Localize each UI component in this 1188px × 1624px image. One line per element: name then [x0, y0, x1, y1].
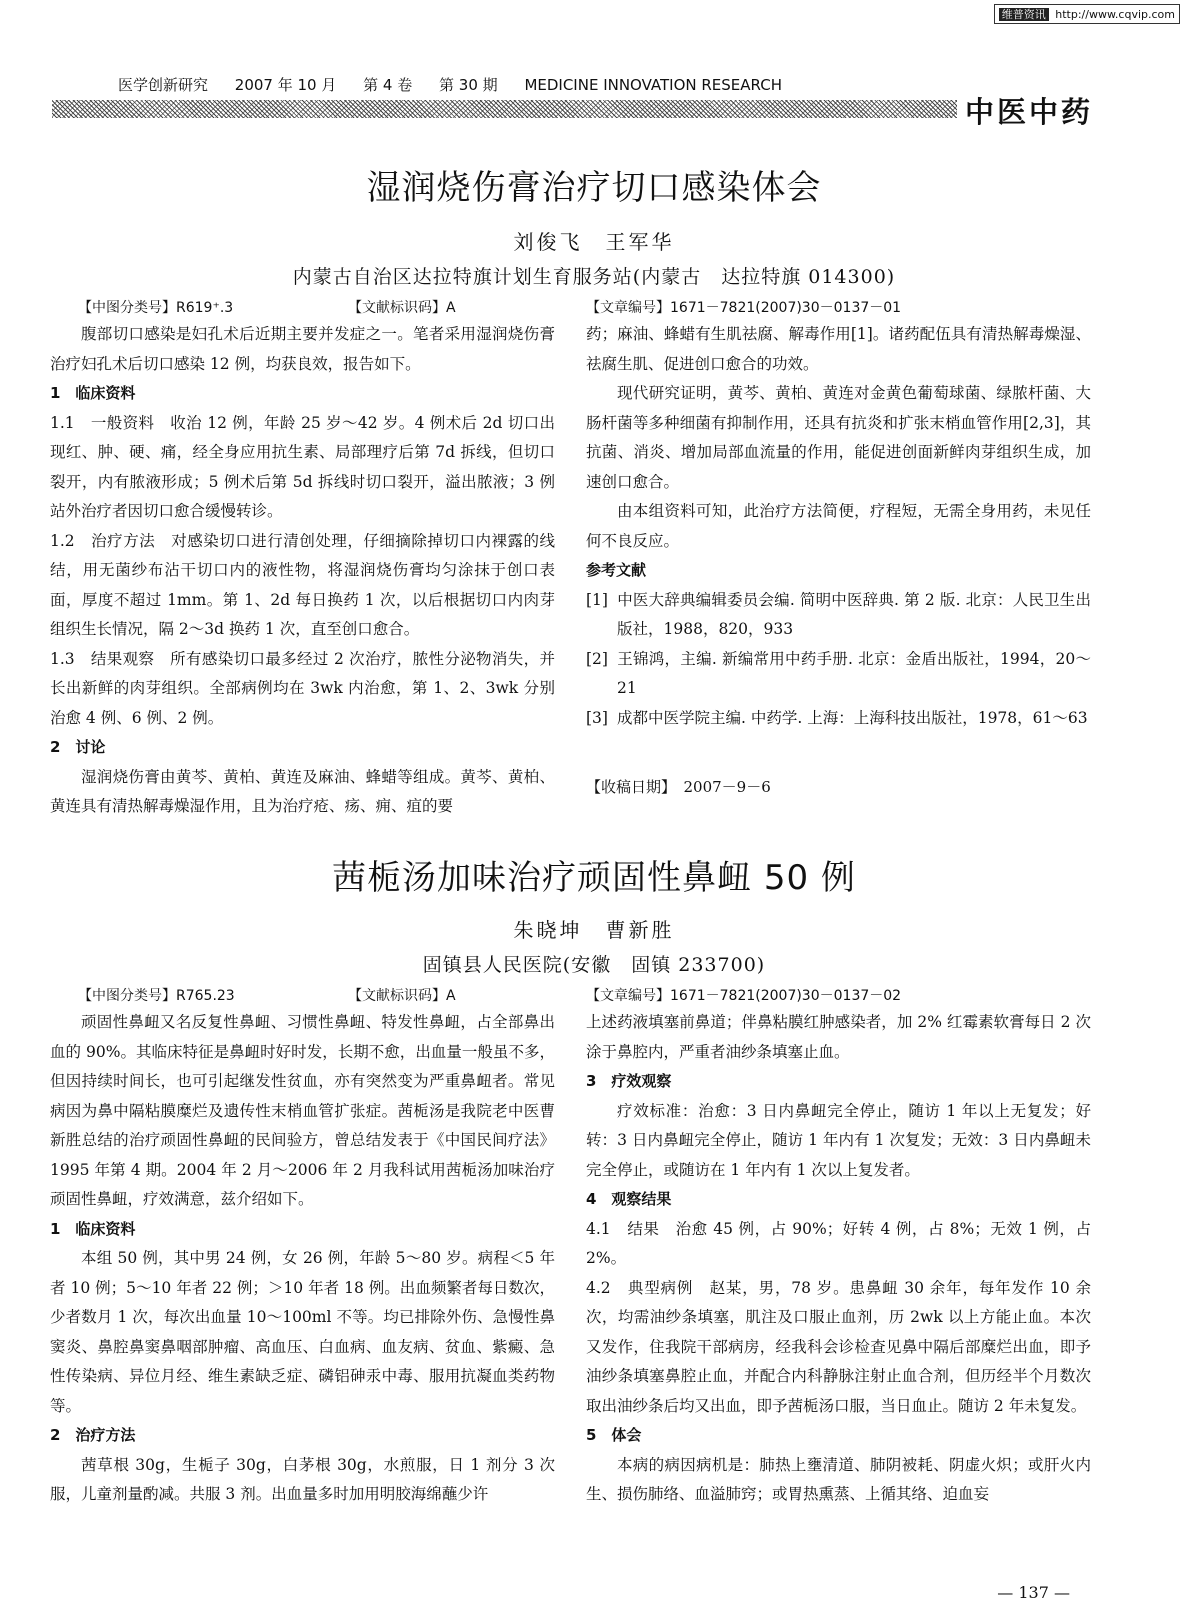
header-hatch-bar — [52, 100, 957, 118]
paragraph: 4.2 典型病例 赵某，男，78 岁。患鼻衄 30 余年，每年发作 10 余次，均需油纱条填塞，肌注及口服止血剂，历 2wk 以上方能止血。本次又发作，住我院干部病房，经我科会诊检查见鼻中隔后部糜烂出血，即予油纱条填塞鼻腔止血，并配合内科静脉注射止血合剂，但历经半个月数次取出油纱条后均又出血，即予茜栀汤口服，当日血止。随访 2 年未复发。 — [586, 1278, 1091, 1415]
section-tag: 中医中药 — [965, 95, 1094, 129]
paragraph: 腹部切口感染是妇孔术后近期主要并发症之一。笔者采用湿润烧伤膏治疗妇孔术后切口感染 12 例，均获良效，报告如下。 — [50, 325, 555, 373]
paragraph: 茜草根 30g，生栀子 30g，白茅根 30g，水煎服，日 1 剂分 3 次服，儿童剂量酌减。共服 3 剂。出血量多时加用明胶海绵蘸少许 — [50, 1455, 555, 1503]
section-heading: 3 疗效观察 — [586, 1072, 672, 1090]
reference-item: [3] 成都中医学院主编. 中药学. 上海：上海科技出版社，1978，61～63 — [586, 708, 1088, 727]
paragraph: 药；麻油、蜂蜡有生肌祛腐、解毒作用[1]。诸药配伍具有清热解毒燥湿、祛腐生肌、促进创口愈合的功效。 — [586, 325, 1091, 373]
paragraph: 1.3 结果观察 所有感染切口最多经过 2 次治疗，脓性分泌物消失，并长出新鲜的肉芽组织。全部病例均在 3wk 内治愈，第 1、2、3wk 分别治愈 4 例、6 例、2 例。 — [50, 649, 555, 727]
section-heading: 5 体会 — [586, 1426, 642, 1444]
issue-date: 2007 年 10 月 — [234, 76, 337, 94]
section-heading: 2 治疗方法 — [50, 1426, 136, 1444]
paragraph: 疗效标准：治愈：3 日内鼻衄完全停止，随访 1 年以上无复发；好转：3 日内鼻衄完全停止，随访 1 年内有 1 次复发；无效：3 日内鼻衄未完全停止，或随访在 1 年内有 1 次以上复发者。 — [586, 1101, 1091, 1179]
reference-item: [2] 王锦鸿，主编. 新编常用中药手册. 北京：金盾出版社，1994，20～21 — [586, 649, 1091, 697]
article2-doc-code: 【文献标识码】A — [348, 988, 456, 1004]
article1-authors: 刘俊飞 王军华 — [513, 230, 675, 254]
watermark-brand: 维普资讯 — [999, 8, 1049, 21]
volume: 第 4 卷 — [363, 76, 413, 94]
section-heading: 2 讨论 — [50, 738, 106, 756]
article1-article-no: 【文章编号】1671－7821(2007)30－0137－01 — [586, 300, 902, 316]
paragraph: 上述药液填塞前鼻道；伴鼻粘膜红肿感染者，加 2% 红霉素软膏每日 2 次涂于鼻腔内，严重者油纱条填塞止血。 — [586, 1013, 1091, 1061]
paragraph: 本病的病因病机是：肺热上壅清道、肺阴被耗、阴虚火炽；或肝火内生、损伤肺络、血溢肺窍；或胃热熏蒸、上循其络、迫血妄 — [586, 1455, 1091, 1503]
article1-doc-code: 【文献标识码】A — [348, 300, 456, 316]
paragraph: 湿润烧伤膏由黄芩、黄柏、黄连及麻油、蜂蜡等组成。黄芩、黄柏、黄连具有清热解毒燥湿作用，且为治疗疮、疡、痈、疽的要 — [50, 767, 555, 815]
article2-title: 茜栀汤加味治疗顽固性鼻衄 50 例 — [332, 858, 856, 898]
paragraph: 顽固性鼻衄又名反复性鼻衄、习惯性鼻衄、特发性鼻衄，占全部鼻出血的 90%。其临床特征是鼻衄时好时发，长期不愈，出血量一般虽不多，但因持续时间长，也可引起继发性贫血，亦有突然变为严重鼻衄者。常见病因为鼻中隔粘膜糜烂及遗传性末梢血管扩张症。茜栀汤是我院老中医曹新胜总结的治疗顽固性鼻衄的民间验方，曾总结发表于《中国民间疗法》1995 年第 4 期。2004 年 2 月～2006 年 2 月我科试用茜栀汤加味治疗顽固性鼻衄，疗效满意，兹介绍如下。 — [50, 1013, 555, 1208]
watermark — [994, 4, 1180, 24]
reference-item: [1] 中医大辞典编辑委员会编. 简明中医辞典. 第 2 版. 北京：人民卫生出版社，1988，820，933 — [586, 590, 1091, 638]
paragraph: 现代研究证明，黄芩、黄柏、黄连对金黄色葡萄球菌、绿脓杆菌、大肠杆菌等多种细菌有抑制作用，还具有抗炎和扩张末梢血管作用[2,3]，其抗菌、消炎、增加局部血流量的作用，能促进创面新鲜肉芽组织生成，加速创口愈合。 — [586, 384, 1091, 491]
article2-affiliation: 固镇县人民医院(安徽 固镇 233700) — [422, 954, 766, 976]
article1-clc: 【中图分类号】R619⁺.3 — [78, 300, 234, 316]
section-heading: 4 观察结果 — [586, 1190, 672, 1208]
paragraph: 4.1 结果 治愈 45 例，占 90%；好转 4 例，占 8%；无效 1 例，占 2%。 — [586, 1219, 1091, 1267]
running-header — [118, 74, 804, 95]
received-date: 【收稿日期】 2007－9－6 — [586, 778, 771, 796]
references-heading: 参考文献 — [586, 561, 647, 579]
paragraph: 本组 50 例，其中男 24 例，女 26 例，年龄 5～80 岁。病程＜5 年者 10 例；5～10 年者 22 例；＞10 年者 18 例。出血频繁者每日数次，少者数月 1 次，每次出血量 10～100ml 不等。均已排除外伤、急慢性鼻窦炎、鼻腔鼻窦鼻咽部肿瘤、高血压、白血病、血友病、贫血、紫癜、急性传染病、异位月经、维生素缺乏症、磷铝砷汞中毒、服用抗凝血类药物等。 — [50, 1249, 555, 1415]
section-heading: 1 临床资料 — [50, 384, 136, 402]
article1-left-column — [50, 320, 555, 822]
watermark-url: http://www.cqvip.com — [1055, 8, 1175, 21]
article2-authors: 朱晓坤 曹新胜 — [513, 918, 675, 942]
section-heading: 1 临床资料 — [50, 1219, 136, 1238]
article2-article-no: 【文章编号】1671－7821(2007)30－0137－02 — [586, 988, 902, 1004]
paragraph: 1.2 治疗方法 对感染切口进行清创处理，仔细摘除掉切口内裸露的线结，用无菌纱布沾干切口内的液性物，将湿润烧伤膏均匀涂抹于创口表面，厚度不超过 1mm。第 1、2d 每日换药 1 次，以后根据切口内肉芽组织生长情况，隔 2～3d 换药 1 次，直至创口愈合。 — [50, 531, 555, 638]
article1-affiliation: 内蒙古自治区达拉特旗计划生育服务站(内蒙古 达拉特旗 014300) — [292, 266, 896, 288]
article2-right-column — [586, 1008, 1091, 1510]
paragraph: 1.1 一般资料 收治 12 例，年龄 25 岁～42 岁。4 例术后 2d 切口出现红、肿、硬、痛，经全身应用抗生素、局部理疗后第 7d 拆线，但切口裂开，内有脓液形成；5 例术后第 5d 拆线时切口裂开，溢出脓液；3 例站外治疗者因切口愈合缓慢转诊。 — [50, 413, 555, 520]
paragraph: 由本组资料可知，此治疗方法简便，疗程短，无需全身用药，未见任何不良反应。 — [586, 502, 1091, 550]
article1-title: 湿润烧伤膏治疗切口感染体会 — [366, 168, 822, 208]
article1-right-column — [586, 320, 1091, 733]
issue: 第 30 期 — [439, 76, 498, 94]
page-number: — 137 — — [997, 1583, 1070, 1602]
journal-name-en: MEDICINE INNOVATION RESEARCH — [524, 76, 782, 94]
journal-name: 医学创新研究 — [118, 76, 209, 94]
article2-left-column — [50, 1008, 555, 1510]
article2-clc: 【中图分类号】R765.23 — [78, 988, 235, 1004]
